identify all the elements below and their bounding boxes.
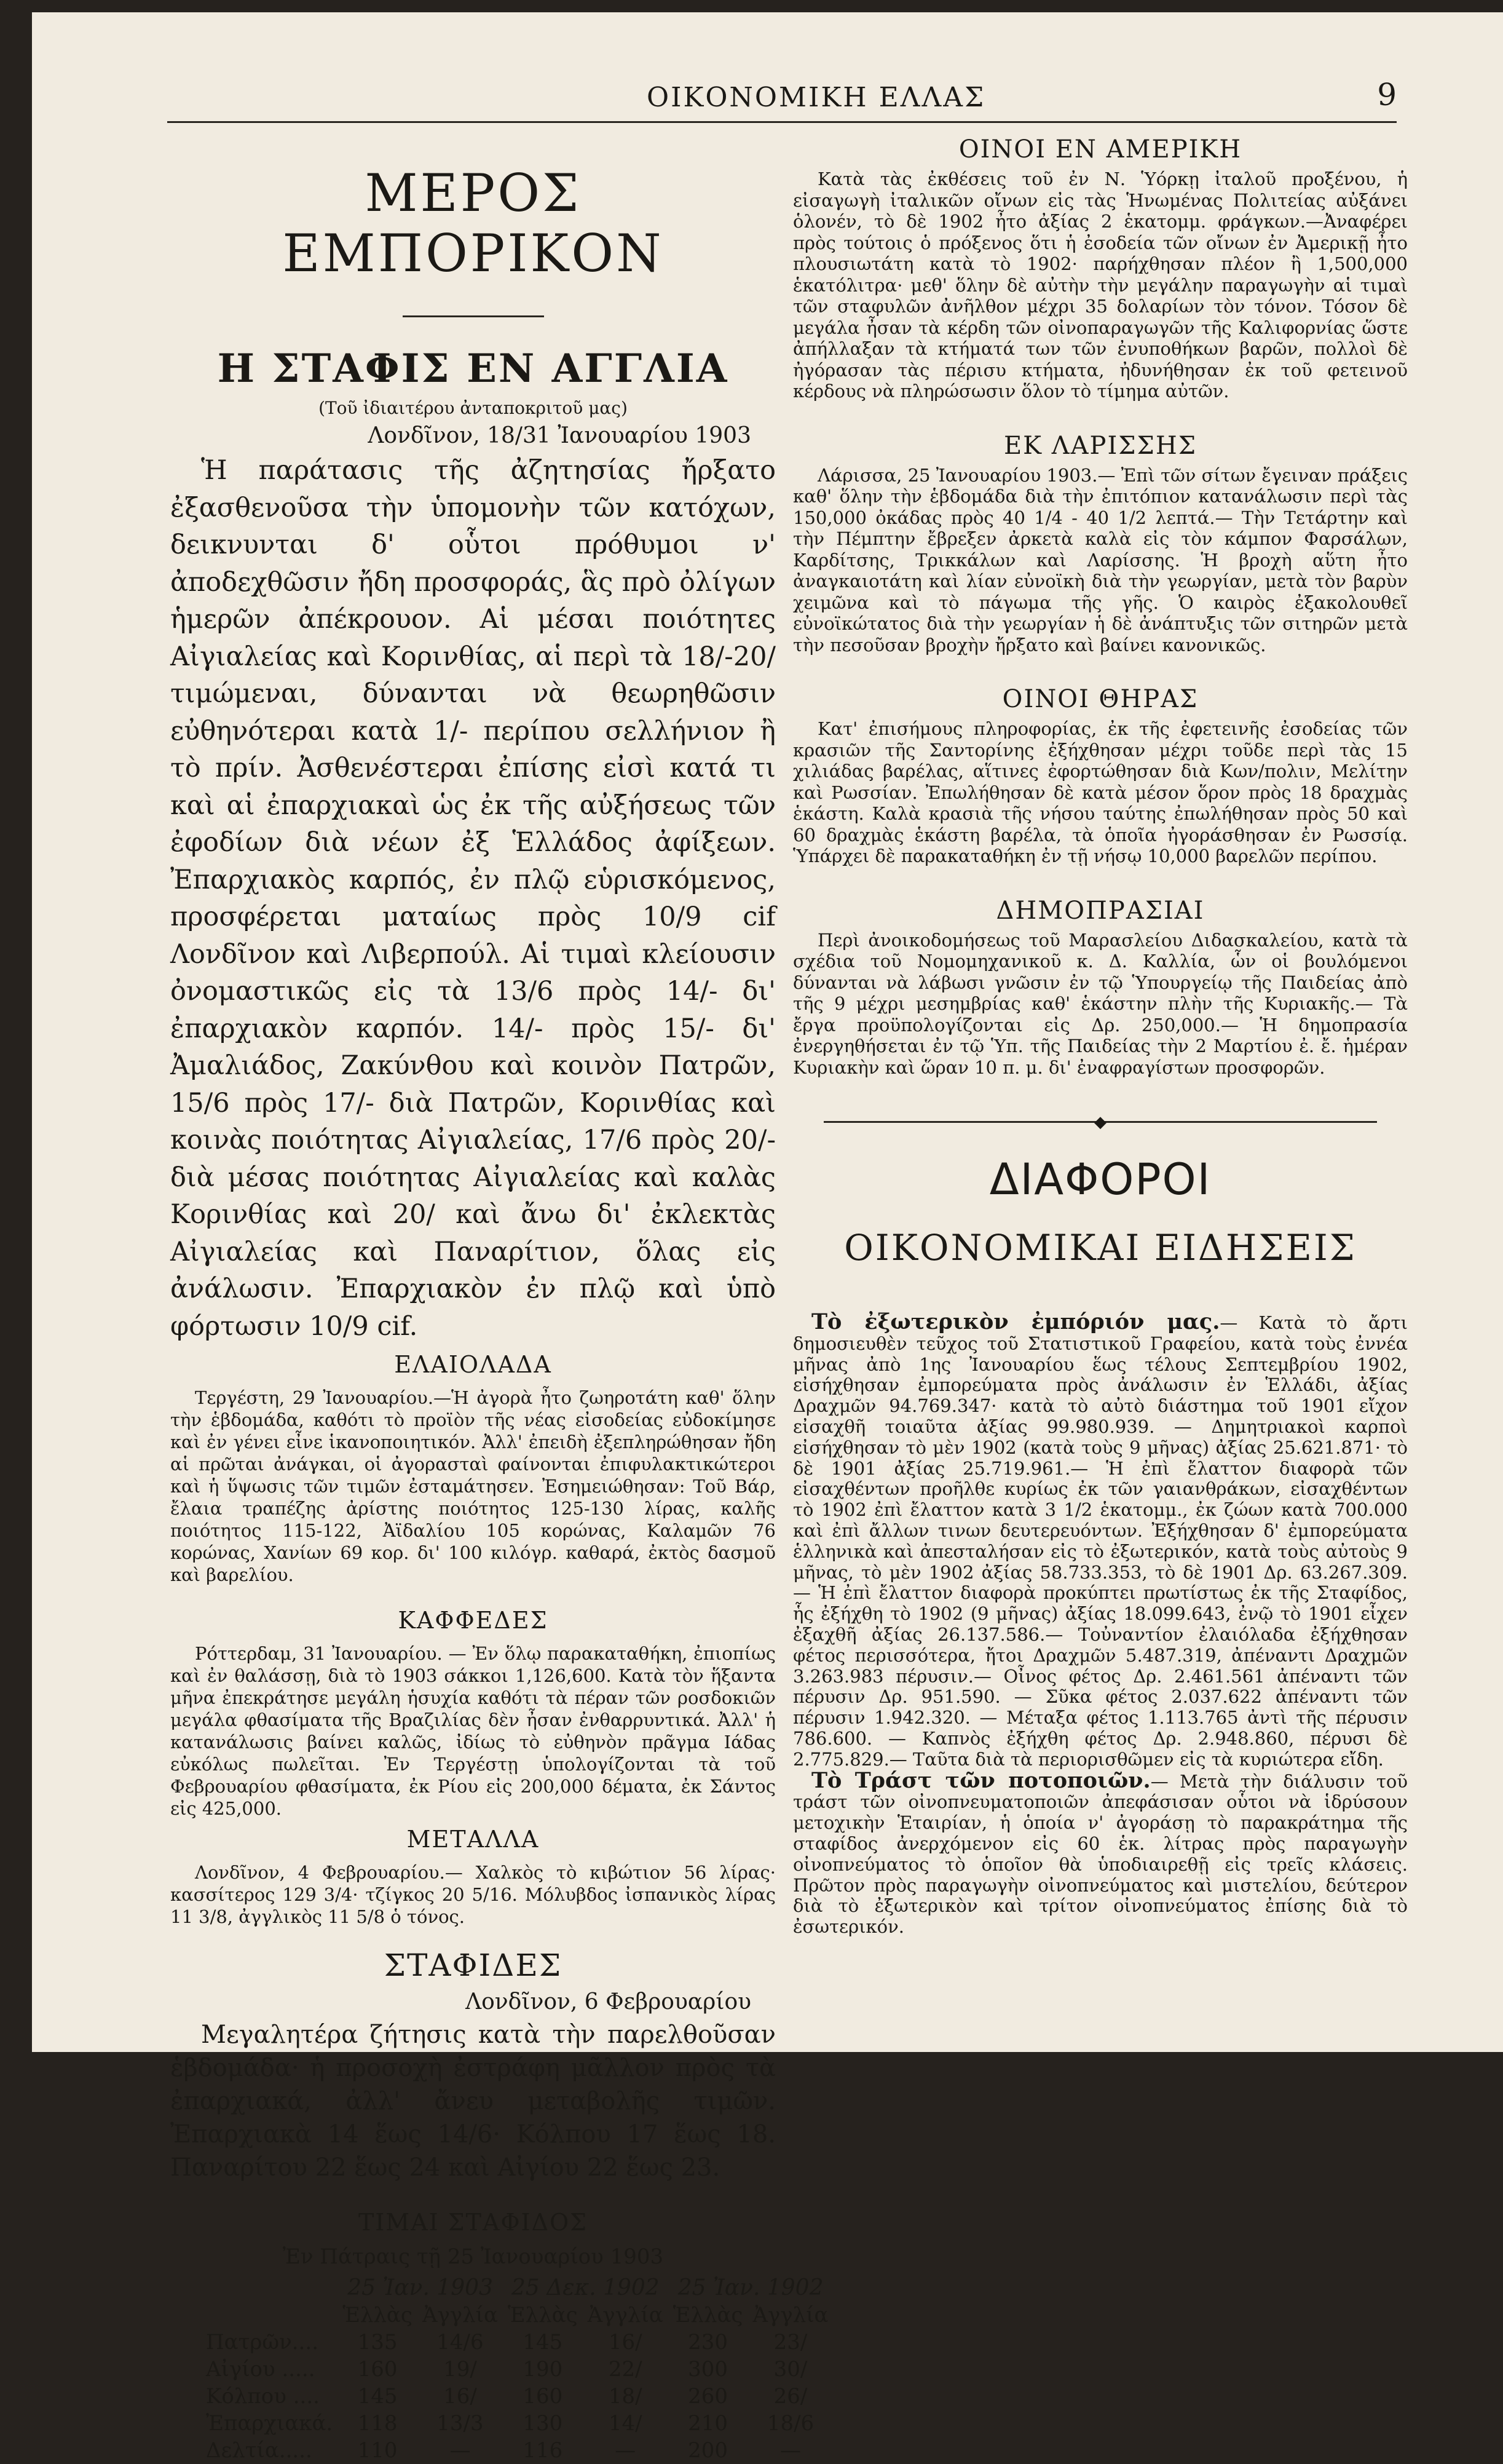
table-row xyxy=(201,2437,834,2464)
table-row xyxy=(201,2356,834,2383)
table-cell: 18/6 xyxy=(767,2411,815,2436)
table-cell: 14/6 xyxy=(436,2330,484,2355)
coffee-text: Ρόττερδαμ, 31 Ἰανουαρίου. — Ἐν ὅλῳ παρακαταθήκη, ἐπιοπίως καὶ ἐν θαλάσσῃ, διὰ τὸ 1903 σάκκοι 1,126,600. Κατὰ τὸν ἥξαντα μῆνα ἐπεκράτησε μεγάλη ἡσυχία καθότι τὰ πέραν τῶν ροσδοκιῶν μεγάλα φθασίματα τῆς Βραζιλίας δὲν ἦσαν ἐνθαρρυντικά. Ἀλλ' ἡ κατανάλωσις βαίνει καλῶς, ἰδίως τὸ εὐθηνὸν πρᾶγμα Ιάδας εὐκόλως πωλεῖται. Ἐν Τεργέστῃ ὑπολογίζονται τὰ τοῦ Φεβρουαρίου φθασίματα, ἐκ Ρίου εἰς 200,000 δέματα, ἐκ Σάντος εἰς 425,000. xyxy=(170,1643,776,1819)
table-corner xyxy=(201,2274,337,2302)
table-cell: 145 xyxy=(523,2330,563,2355)
raisin-prices-title: ΤΙΜΑΙ ΣΤΑΦΙΔΟΣ xyxy=(358,2209,588,2236)
table-cell: 22/ xyxy=(608,2357,642,2382)
table-cell: — xyxy=(779,2438,801,2463)
dateline-london: Λονδῖνον, 18/31 Ἰανουαρίου 1903 xyxy=(368,423,751,448)
distillers-trust-lead: Τὸ Τράστ τῶν ποτοποιῶν. xyxy=(811,1767,1151,1793)
raisin-prices-subtitle: Ἐν Πάτραις τῇ 25 Ἰανουαρίου 1903 xyxy=(282,2244,664,2269)
row-label: Αἰγίου ..... xyxy=(206,2357,315,2382)
raisin-market-report: Ἡ παράτασις τῆς ἀζητησίας ἤρξατο ἐξασθενοῦσα τὴν ὑπομονὴν τῶν κατόχων, δεικνυνται δ' οὗτοι πρόθυμοι ν' ἀποδεχθῶσιν ἤδη προσφοράς, ἃς πρὸ ὀλίγων ἡμερῶν ἀπέκρουον. Αἱ μέσαι ποιότητες Αἰγιαλείας καὶ Κορινθίας, αἱ περὶ τὰ 18/-20/ τιμώμεναι, δύνανται νὰ θεωρηθῶσιν εὐθηνότεραι κατὰ 1/- περίπου σελλήνιον ἢ τὸ πρίν. Ἀσθενέστεραι ἐπίσης εἰσὶ κατά τι καὶ αἱ ἐπαρχιακαὶ ὡς ἐκ τῆς αὐξήσεως τῶν ἐφοδίων διὰ νέων ἐξ Ἑλλάδος ἀφίξεων. Ἐπαρχιακὸς καρπός, ἐν πλῷ εὑρισκόμενος, προσφέρεται ματαίως πρὸς 10/9 cif Λονδῖνον καὶ Λιβερπούλ. Αἱ τιμαὶ κλείουσιν ὀνομαστικῶς εἰς τὰ 13/6 πρὸς 14/- δι' ἐπαρχιακὸν καρπόν. 14/- πρὸς 15/- δι' Ἀμαλιάδος, Ζακύνθου καὶ κοινὸν Πατρῶν, 15/6 πρὸς 17/- διὰ Πατρῶν, Κορινθίας καὶ κοινὰς ποιότητας Αἰγιαλείας, 17/6 πρὸς 20/- διὰ μέσας ποιότητας Αἰγιαλείας καὶ καλὰς Κορινθίας καὶ 20/ καὶ ἄνω δι' ἐκλεκτὰς Αἰγιαλείας καὶ Παναρίτιον, ὅλας εἰς ἀνάλωσιν. Ἐπαρχιακὸν ἐν πλῷ καὶ ὑπὸ φόρτωσιν 10/9 cif. xyxy=(170,455,776,1342)
economic-news-heading: ΟΙΚΟΝΟΜΙΚΑΙ ΕΙΔΗΣΕΙΣ xyxy=(844,1227,1357,1269)
row-label: Δελτία..... xyxy=(206,2438,312,2463)
header-rule xyxy=(167,121,1397,123)
table-cell: 300 xyxy=(688,2357,728,2382)
olive-oil-text: Τεργέστη, 29 Ἰανουαρίου.—Ἡ ἀγορὰ ἦτο ζωηροτάτη καθ' ὅλην τὴν ἑβδομάδα, καθότι τὸ προϊὸν τῆς νέας εἰσοδείας εὐδοκίμησε καὶ ἐν γένει εἶνε ἱκανοποιητικόν. Ἀλλ' ἐπειδὴ ἐξεπληρώθησαν ἤδη αἱ πρῶται ἀνάγκαι, οἱ ἀγορασταὶ φαίνονται ἐπιφυλακτικώτεροι καὶ ἡ ὕψωσις τῶν τιμῶν ἐσταμάτησεν. Ἐσημειώθησαν: Τοῦ Βάρ, ἔλαια τραπέζης ἀρίστης ποιότητος 125-130 λίρας, καλῆς ποιότητος 115-122, Ἀϊδαλίου 105 κορώνας, Καλαμῶν 76 κορώνας, Χανίων 69 κορ. δι' 100 κιλόγρ. καθαρά, ἐκτὸς δασμοῦ καὶ βαρελίου. xyxy=(170,1387,776,1585)
table-cell: — xyxy=(615,2438,636,2463)
date-header: 25 Ἰαν. 1902 xyxy=(677,2275,824,2300)
row-label: Πατρῶν.... xyxy=(206,2330,319,2355)
section-divider xyxy=(793,1113,1408,1131)
olive-oil-heading: ΕΛΑΙΟΛΑΔΑ xyxy=(394,1351,552,1378)
auctions-heading: ΔΗΜΟΠΡΑΣΙΑΙ xyxy=(996,896,1205,925)
correspondent-note: (Τοῦ ἰδιαιτέρου ἀνταποκριτοῦ μας) xyxy=(318,398,628,418)
wines-america-text: Κατὰ τὰς ἐκθέσεις τοῦ ἐν Ν. Ὑόρκῃ ἰταλοῦ προξένου, ἡ εἰσαγωγὴ ἰταλικῶν οἴνων εἰς τὰς Ἡνωμένας Πολιτείας αὐξάνει ὁλονέν, τὸ δὲ 1902 ἦτο ἀξίας 2 ἑκατομμ. φράγκων.—Ἀναφέρει πρὸς τούτοις ὁ πρόξενος ὅτι ἡ ἐσοδεία τῶν οἴνων ἐν Ἀμερικῇ ἦτο πλουσιωτάτη κατὰ τὸ 1902· παρήχθησαν πλέον ἢ 1,500,000 ἑκατόλιτρα· μεθ' ὅλην δὲ αὐτὴν τὴν μεγάλην παραγωγὴν αἱ τιμαὶ τῶν σταφυλῶν ἀνῆλθον μέχρι 35 δολαρίων τὸν τόνον. Τόσον δὲ μεγάλα ἦσαν τὰ κέρδη τῶν οἰνοπαραγωγῶν τῆς Καλιφορνίας ὥστε ἀπήλλαξαν τὰ κτήματά των τῶν ἐνυποθήκων βαρῶν, πολλοὶ δὲ ἠγόρασαν τὰς πέρισυ κτήματα, ἠδυνήθησαν ἐκ τοῦ φετεινοῦ κέρδους νὰ πληρώσωσιν ὅλον τὸ τίμημα αὐτῶν. xyxy=(793,168,1408,402)
distillers-trust-item xyxy=(793,1767,1408,1938)
table-cell: 19/ xyxy=(443,2357,477,2382)
section-title-raisin-england: Η ΣΤΑΦΙΣ ΕΝ ΑΓΓΛΙΑ xyxy=(217,346,729,392)
date-header: 25 Δεκ. 1902 xyxy=(511,2275,660,2300)
column-header: Ἑλλὰς xyxy=(342,2303,412,2327)
thira-section xyxy=(793,685,1408,867)
table-cell: 130 xyxy=(523,2411,563,2436)
table-cell: 135 xyxy=(357,2330,398,2355)
page-header xyxy=(167,77,1397,126)
raisins-text: Μεγαλητέρα ζήτησις κατὰ τὴν παρελθοῦσαν ἑβδομάδα· ἡ προσοχὴ ἐστράφη μᾶλλον πρὸς τὰ ἐπαρχιακά, ἀλλ' ἄνευ μεταβολῆς τιμῶν. Ἐπαρχιακὰ 14 ἕως 14/6· Κόλπου 17 ἕως 18. Παναρίτου 22 ἕως 24 καὶ Αἰγίου 22 ἕως 23. xyxy=(170,2021,776,2182)
diamond-ornament: ◆ xyxy=(1094,1113,1107,1131)
table-cell: 30/ xyxy=(773,2357,808,2382)
table-cell: 116 xyxy=(523,2438,563,2463)
table-cell: 14/ xyxy=(608,2411,642,2436)
running-title: ΟΙΚΟΝΟΜΙΚΗ ΕΛΛΑΣ xyxy=(647,82,986,113)
larissa-text: Λάρισσα, 25 Ἰανουαρίου 1903.— Ἐπὶ τῶν σίτων ἔγειναν πράξεις καθ' ὅλην τὴν ἑβδομάδα διὰ τὴν ἐπιτόπιον κατανάλωσιν περὶ τὰς 150,000 ὀκάδας πρὸς 40 1/4 - 40 1/2 λεπτά.— Τὴν Τετάρτην καὶ τὴν Πέμπτην ἔβρεξεν ἀρκετὰ καλὰ εἰς τὸν κάμπον Φαρσάλων, Καρδίτσης, Τρικκάλων καὶ Λαρίσσης. Ἡ βροχὴ αὕτη ἦτο ἀναγκαιοτάτη καὶ λίαν εὐνοϊκὴ διὰ τὴν γεωργίαν, μετὰ τὸν βαρὺν χειμῶνα καὶ τὸ πάγωμα τῆς γῆς. Ὁ καιρὸς ἐξακολουθεῖ εὐνοϊκώτατος διὰ τὴν γεωργίαν ἡ δὲ ἀνάπτυξις τῶν σιτηρῶν μετὰ τὴν πεσοῦσαν βροχὴν ἤρξατο καὶ βαίνει κανονικῶς. xyxy=(793,464,1408,656)
table-row xyxy=(201,2329,834,2356)
thira-text: Κατ' ἐπισήμους πληροφορίας, ἐκ τῆς ἐφετεινῆς ἐσοδείας τῶν κρασιῶν τῆς Σαντορίνης ἐξήχθησαν μέχρι τοῦδε περὶ τὰς 15 χιλιάδας βαρέλας, αἵτινες ἐφορτώθησαν διὰ Κων/πολιν, Μελίτην καὶ Ρωσσίαν. Ἐπωλήθησαν δὲ κατὰ μέσον ὅρον πρὸς 18 δραχμὰς ἑκάστη. Καλὰ κρασιὰ τῆς νήσου ταύτης ἐπωλήθησαν πρὸς 50 καὶ 60 δραχμὰς ἑκάστη βαρέλα, τὰ ὁποῖα ἠγοράσθησαν ἐν Ρωσσίᾳ. Ὑπάρχει δὲ παρακαταθήκη ἐν τῇ νήσῳ 10,000 βαρελῶν περίπου. xyxy=(793,718,1408,866)
metals-heading: ΜΕΤΑΛΛΑ xyxy=(406,1826,540,1853)
foreign-trade-text: — Κατὰ τὸ ἄρτι δημοσιευθὲν τεῦχος τοῦ Στατιστικοῦ Γραφείου, κατὰ τοὺς ἐννέα μῆνας ἀπὸ 1ης Ἰανουαρίου ἕως τέλους Σεπτεμβρίου 1902, εἰσήχθησαν ἐμπορεύματα πρὸς ἀνάλωσιν ἐν Ἑλλάδι, ἀξίας Δραχμῶν 94.769.347· κατὰ τὸ αὐτὸ διάστημα τοῦ 1901 εἴχον εἰσαχθῆ τοιαῦτα ἀξίας 99.980.939. — Δημητριακοὶ καρποὶ εἰσήχθησαν τὸ μὲν 1902 (κατὰ τοὺς 9 μῆνας) ἀξίας 25.621.871· τὸ δὲ 1901 ἀξίας 25.719.961.— Ἡ ἐπὶ ἔλαττον διαφορὰ τῶν εἰσαχθέντων προῆλθε κυρίως ἐκ τῶν γαιανθράκων, εἰσαχθέντων τὸ 1902 ἐπὶ ἔλαττον κατὰ 3 1/2 ἑκατομμ., ἐκ ζώων κατὰ 700.000 καὶ ἐπὶ ἄλλων τινων δευτερευόντων. Ἐξήχθησαν δ' ἐμπορεύματα ἑλληνικὰ καὶ ἀπεσταλήσαν εἰς τὸ ἐξωτερικόν, κατὰ τοὺς αὐτοὺς 9 μῆνας, τὸ μὲν 1902 ἀξίας 58.733.353, τὸ δὲ 1901 Δρ. 63.267.309. — Ἡ ἐπὶ ἔλαττον διαφορὰ προκύπτει πρωτίστως ἐκ τῆς Σταφίδος, ἧς ἐξήχθη τὸ 1902 (9 μῆνας) ἀξίας 18.099.643, ἐνῷ τὸ 1901 εἶχεν ἐξαχθῆ ἀξίας 26.137.586.— Τοὐναντίον ἐλαιόλαδα ἐξήχθησαν φέτος περισσότερα, ἤτοι Δραχμῶν 5.487.319, ἀπέναντι Δραχμῶν 3.263.983 πέρυσιν.— Οἶνος φέτος Δρ. 2.461.561 ἀπέναντι τῶν πέρυσιν Δρ. 951.590. — Σῦκα φέτος 2.037.622 ἀπέναντι τῶν πέρυσιν 1.942.320. — Μέταξα φέτος 1.113.765 ἀντὶ τῆς πέρυσιν 786.600. — Καπνὸς ἐξήχθη φέτος Δρ. 2.948.860, πέρυσι δὲ 2.775.829.— Ταῦτα διὰ τὰ περιορισθῶμεν εἰς τὰ κυριώτερα εἴδη. xyxy=(793,1312,1408,1770)
table-cell: 18/ xyxy=(608,2384,642,2409)
raisin-prices-table xyxy=(201,2274,834,2464)
right-column xyxy=(793,135,1408,1938)
part-title: ΜΕΡΟΣ ΕΜΠΟΡΙΚΟΝ xyxy=(282,163,664,283)
table-cell: 118 xyxy=(357,2411,398,2436)
raisins-heading: ΣΤΑΦΙΔΕΣ xyxy=(384,1947,562,1983)
table-cell: 260 xyxy=(688,2384,728,2409)
table-row xyxy=(201,2410,834,2437)
coffee-heading: ΚΑΦΦΕΔΕΣ xyxy=(398,1607,548,1634)
table-cell: 23/ xyxy=(773,2330,808,2355)
table-cell: 26/ xyxy=(773,2384,808,2409)
table-cell: 145 xyxy=(357,2384,398,2409)
page-number: 9 xyxy=(1377,77,1397,113)
wines-america-heading: ΟΙΝΟΙ ΕΝ ΑΜΕΡΙΚΗ xyxy=(958,135,1242,164)
column-header: Ἑλλὰς xyxy=(507,2303,578,2327)
table-cell: 160 xyxy=(523,2384,563,2409)
auctions-section xyxy=(793,897,1408,1079)
left-column xyxy=(170,138,829,2464)
foreign-trade-lead: Τὸ ἐξωτερικὸν ἐμπόριόν μας. xyxy=(811,1309,1220,1334)
table-corner xyxy=(201,2302,337,2329)
raisin-prices-block xyxy=(170,2209,829,2464)
table-cell: 13/3 xyxy=(436,2411,484,2436)
table-cell: 110 xyxy=(357,2438,398,2463)
table-cell: 16/ xyxy=(443,2384,477,2409)
table-row xyxy=(201,2383,834,2410)
larissa-section xyxy=(793,432,1408,656)
table-cell: 190 xyxy=(523,2357,563,2382)
column-header: Ἀγγλία xyxy=(752,2303,829,2327)
table-cell: 160 xyxy=(357,2357,398,2382)
column-header: Ἀγγλία xyxy=(587,2303,663,2327)
foreign-trade-item xyxy=(793,1309,1408,1770)
table-column-row xyxy=(201,2302,834,2329)
date-header: 25 Ἰαν. 1903 xyxy=(347,2275,493,2300)
table-cell: 16/ xyxy=(608,2330,642,2355)
table-cell: 200 xyxy=(688,2438,728,2463)
metals-text: Λονδῖνον, 4 Φεβρουαρίου.— Χαλκὸς τὸ κιβώτιον 56 λίρας· κασσίτερος 129 3/4· τζίγκος 20 5/16. Μόλυβδος ἰσπανικὸς λίρας 11 3/8, ἀγγλικὸς 11 5/8 ὁ τόνος. xyxy=(170,1862,776,1927)
larissa-heading: ΕΚ ΛΑΡΙΣΣΗΣ xyxy=(1003,431,1197,460)
table-cell: — xyxy=(449,2438,471,2463)
row-label: Ἐπαρχιακά. xyxy=(206,2411,333,2436)
raisins-dateline: Λονδῖνον, 6 Φεβρουαρίου xyxy=(465,1989,751,2014)
distillers-trust-text: — Μετὰ τὴν διάλυσιν τοῦ τράστ τῶν οἰνοπνευματοποιῶν ἀπεφάσισαν οὗτοι νὰ ἱδρύσουν μετοχικὴν Ἑταιρίαν, ἡ ὁποία ν' ἀγοράσῃ τὸ παρακράτημα τῆς σταφίδος ἀνερχόμενον εἰς 60 ἑκ. λίτρας πρὸς παραγωγὴν οἰνοπνεύματος τὸ ὁποῖον θὰ ὑποδιαιρεθῇ εἰς τρεῖς κλάσεις. Πρῶτον πρὸς παραγωγὴν οἰνοπνεύματος καὶ μιστελίου, δεύτερον διὰ τὸ ἐξωτερικὸν καὶ τρίτον οἰνοπνεύματος ἐπίσης διὰ τὸ ἐσωτερικόν. xyxy=(793,1770,1408,1938)
table-date-row xyxy=(201,2274,834,2302)
row-label: Κόλπου .... xyxy=(206,2384,320,2409)
auctions-text: Περὶ ἀνοικοδομήσεως τοῦ Μαρασλείου Διδασκαλείου, κατὰ τὰ σχέδια τοῦ Νομομηχανικοῦ κ. Δ. Καλλία, ὧν οἱ βουλόμενοι δύνανται νὰ λάβωσι γνῶσιν ἐν τῷ Ὑπουργείῳ τῆς Παιδείας ἀπὸ τῆς 9 μέχρι μεσημβρίας καθ' ἑκάστην πλὴν τῆς Κυριακῆς.— Τὰ ἔργα προϋπολογίζονται εἰς Δρ. 250,000.— Ἡ δημοπρασία ἐνεργηθήσεται ἐν τῷ Ὑπ. τῆς Παιδείας τὴν 2 Μαρτίου ἐ. ἔ. ἡμέραν Κυριακὴν καὶ ὥραν 10 π. μ. δι' ἐναφραγίστων προσφορῶν. xyxy=(793,929,1408,1078)
newspaper-page xyxy=(32,12,1503,2463)
column-header: Ἑλλὰς xyxy=(673,2303,743,2327)
table-cell: 230 xyxy=(688,2330,728,2355)
thira-heading: ΟΙΝΟΙ ΘΗΡΑΣ xyxy=(1002,685,1199,713)
table-cell: 210 xyxy=(688,2411,728,2436)
misc-heading: ΔΙΑΦΟΡΟΙ xyxy=(989,1154,1212,1205)
wines-america-section xyxy=(793,135,1408,402)
column-header: Ἀγγλία xyxy=(422,2303,498,2327)
title-rule xyxy=(403,315,544,317)
